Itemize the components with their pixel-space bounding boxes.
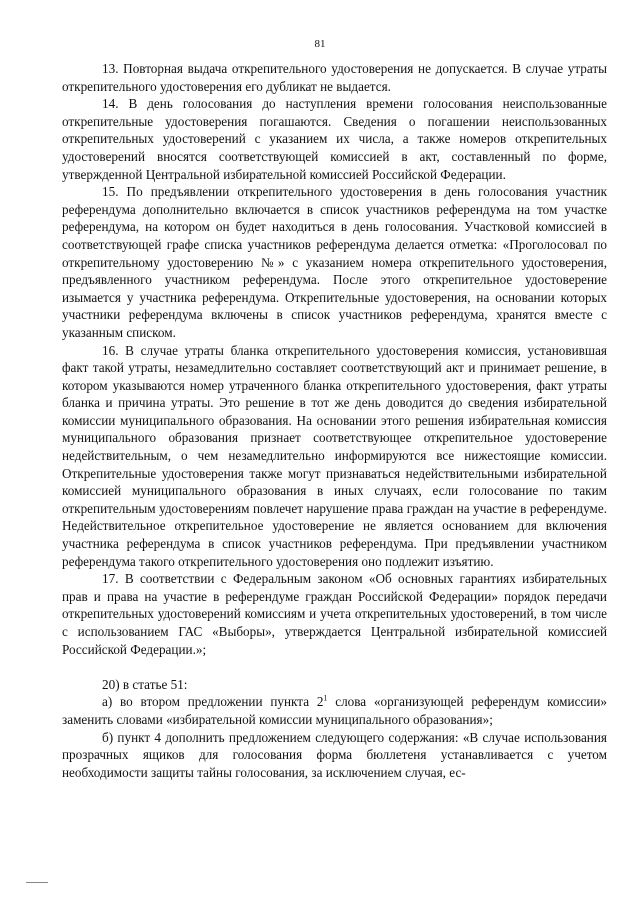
document-body bbox=[62, 60, 607, 781]
amendment-a-text-start: а) во втором предложении пункта 2 bbox=[102, 694, 324, 710]
paragraph-13: 13. Повторная выдача открепительного удостоверения не допускается. В случае утраты открепительного удостоверения его дубликат не выдается. bbox=[62, 61, 607, 94]
paragraph-16: 16. В случае утраты бланка открепительного удостоверения комиссия, установившая факт такой утраты, незамедлительно составляет соответствующий акт и принимает решение, в котором указываются номер утраченного бланка открепительного удостоверения, факт утраты бланка и причина утраты. Это решение в тот же день доводится до сведения избирательной комиссии муниципального образования. На основании этого решения избирательная комиссия муниципального образования признает соответствующее открепительное удостоверение недействительным, о чем незамедлительно информируются все нижестоящие комиссии. Открепительные удостоверения также могут признаваться недействительными избирательной комиссией муниципального образования в иных случаях, если голосование по таким открепительным удостоверениям повлечет нарушение права граждан на участие в референдуме. Недействительное открепительное удостоверение не является основанием для включения участника референдума в список участников референдума. При предъявлении участником референдума такого открепительного удостоверения оно подлежит изъятию. bbox=[62, 342, 607, 569]
paragraph-15: 15. По предъявлении открепительного удостоверения в день голосования участник референдума дополнительно включается в список участников референдума на том участке референдума, на котором он будет находиться в день голосования. Участковой комиссией в соответствующей графе списка участников референдума делается отметка: «Проголосовал по открепительному удостоверению №» с указанием номера открепительного удостоверения, предъявленного участником референдума. После этого открепительное удостоверение изымается у участника референдума. Открепительные удостоверения, на основании которых участники референдума включены в список участников референдума, хранятся вместе с указанным списком. bbox=[62, 184, 607, 340]
amendment-a-text-end: слова «организующей референдум комиссии» заменить словами «избирательной комиссии муниципального образования»; bbox=[62, 694, 608, 727]
page-number: 81 bbox=[314, 38, 326, 50]
amendment-a-superscript: 1 bbox=[323, 693, 328, 703]
paragraph-17: 17. В соответствии с Федеральным законом «Об основных гарантиях избирательных прав и права на участие в референдуме граждан Российской Федерации» порядок передачи открепительных удостоверений комиссиям и учета открепительных удостоверений, в том числе с использованием ГАС «Выборы», утверждается Центральной избирательной комиссией Российской Федерации.»; bbox=[62, 571, 607, 657]
amendment-heading: 20) в статье 51: bbox=[102, 676, 188, 692]
paragraph-14: 14. В день голосования до наступления времени голосования неиспользованные открепительные удостоверения погашаются. Сведения о погашении неиспользованных открепительных удостоверений с указанием их числа, а также номеров открепительных удостоверений вносятся соответствующей комиссией в акт, составленный по форме, утвержденной Центральной избирательной комиссией Российской Федерации. bbox=[62, 96, 607, 182]
amendment-b: б) пункт 4 дополнить предложением следующего содержания: «В случае использования прозрачных ящиков для голосования форма бюллетеня устанавливается с учетом необходимости защиты тайны голосования, за исключением случая, ес- bbox=[62, 729, 607, 780]
scan-corner-mark bbox=[26, 882, 48, 883]
amendment-a bbox=[62, 693, 607, 728]
